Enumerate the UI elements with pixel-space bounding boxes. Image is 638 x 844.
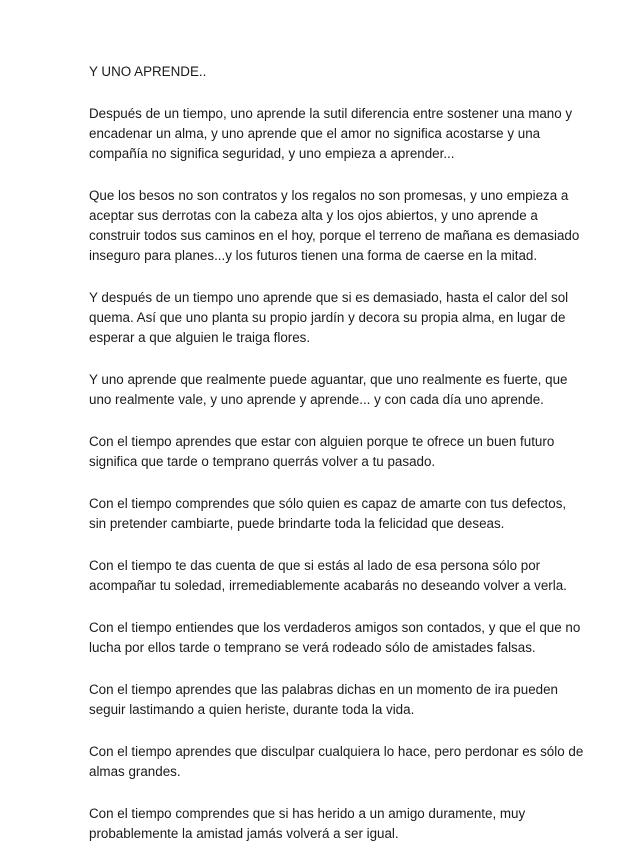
text-line: almas grandes. [89, 764, 181, 779]
text-line: compañía no significa seguridad, y uno empieza a aprender... [89, 146, 455, 161]
text-line: probablemente la amistad jamás volverá a ser igual. [89, 826, 399, 841]
text-line: sin pretender cambiarte, puede brindarte toda la felicidad que deseas. [89, 516, 505, 531]
text-line: Y después de un tiempo uno aprende que si es demasiado, hasta el calor del sol [89, 290, 569, 305]
paragraph [89, 680, 559, 720]
text-line: quema. Así que uno planta su propio jardín y decora su propia alma, en lugar de [89, 310, 566, 325]
paragraph [89, 804, 559, 844]
document-title: Y UNO APRENDE.. [89, 64, 207, 79]
paragraph [89, 104, 573, 164]
text-line: encadenar un alma, y uno aprende que el amor no significa acostarse y una [89, 126, 541, 141]
text-line: Con el tiempo aprendes que disculpar cualquiera lo hace, pero perdonar es sólo de [89, 744, 584, 759]
paragraph [89, 288, 569, 348]
text-line: acompañar tu soledad, irremediablemente acabarás no deseando volver a verla. [89, 578, 567, 593]
text-line: Después de un tiempo, uno aprende la sutil diferencia entre sostener una mano y [89, 106, 573, 121]
text-line: inseguro para planes...y los futuros tienen una forma de caerse en la mitad. [89, 248, 538, 263]
paragraph [89, 742, 584, 782]
paragraph [89, 556, 567, 596]
text-line: Y uno aprende que realmente puede aguantar, que uno realmente es fuerte, que [89, 372, 568, 387]
text-line: lucha por ellos tarde o temprano se verá rodeado sólo de amistades falsas. [89, 640, 536, 655]
text-line: significa que tarde o temprano querrás volver a tu pasado. [89, 454, 436, 469]
text-line: aceptar sus derrotas con la cabeza alta y los ojos abiertos, y uno aprende a [89, 208, 538, 223]
text-line: Con el tiempo aprendes que las palabras dichas en un momento de ira pueden [89, 682, 558, 697]
paragraph [89, 370, 568, 410]
text-line: esperar a que alguien le traiga flores. [89, 330, 311, 345]
text-line: Con el tiempo comprendes que sólo quien es capaz de amarte con tus defectos, [89, 496, 567, 511]
text-line: Con el tiempo te das cuenta de que si estás al lado de esa persona sólo por [89, 558, 541, 573]
text-line: seguir lastimando a quien heriste, durante toda la vida. [89, 702, 415, 717]
text-line: Que los besos no son contratos y los regalos no son promesas, y uno empieza a [89, 188, 569, 203]
text-line: uno realmente vale, y uno aprende y aprende... y con cada día uno aprende. [89, 392, 544, 407]
paragraph [89, 186, 580, 266]
paragraph [89, 432, 559, 472]
paragraph [89, 494, 567, 534]
text-line: Con el tiempo aprendes que estar con alguien porque te ofrece un buen futuro [89, 434, 555, 449]
text-line: Con el tiempo comprendes que si has herido a un amigo duramente, muy [89, 806, 526, 821]
paragraph [89, 618, 581, 658]
text-line: construir todos sus caminos en el hoy, porque el terreno de mañana es demasiado [89, 228, 580, 243]
text-line: Con el tiempo entiendes que los verdaderos amigos son contados, y que el que no [89, 620, 581, 635]
document-body [89, 62, 584, 844]
